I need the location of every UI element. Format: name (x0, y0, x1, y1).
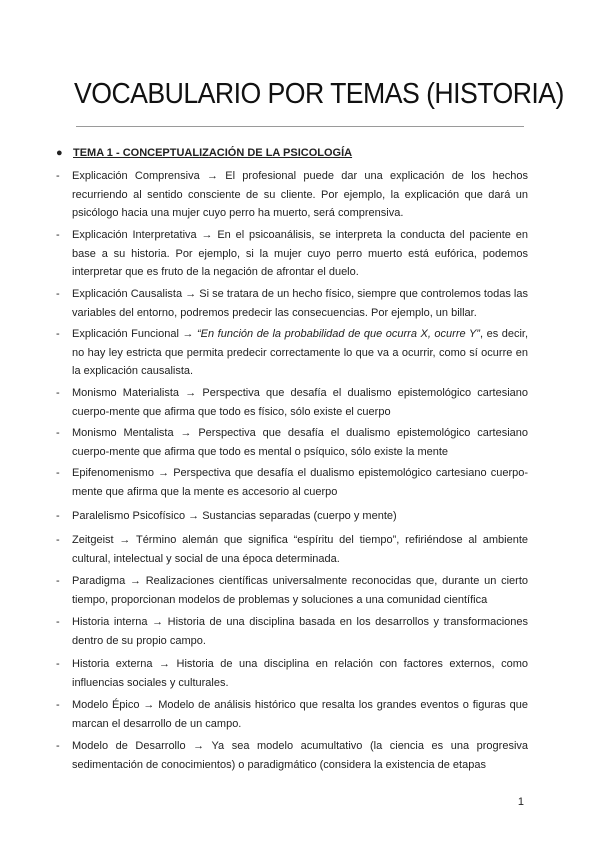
list-dash: - (56, 658, 60, 670)
entry-text (72, 737, 528, 774)
list-dash: - (56, 387, 60, 399)
entry-term: Zeitgeist (72, 534, 114, 546)
entry-text (72, 285, 528, 322)
page-number: 1 (517, 796, 524, 808)
list-dash: - (56, 510, 60, 522)
entry-definition: El profesional puede dar una explicación de los hechos recurriendo al sentido consciente de su cliente. Por ejemplo, la explicación que dará un psicólogo hacia una mujer cuyo perro ha muerto, será comprensiva. (72, 170, 528, 219)
entry-term: Historia externa (72, 658, 153, 670)
title-divider (76, 126, 524, 127)
entry-term: Modelo Épico (72, 699, 140, 711)
list-item (56, 464, 528, 501)
list-item (56, 531, 528, 568)
list-dash: - (56, 740, 60, 752)
entry-term: Paradigma (72, 575, 126, 587)
list-item (56, 167, 528, 223)
arrow-icon: → (158, 467, 170, 479)
entry-text (72, 572, 528, 609)
entry-text (72, 325, 528, 381)
entry-text (72, 424, 528, 461)
entry-definition: Perspectiva que desafía el dualismo epistemológico cartesiano cuerpo-mente que afirma que todo es físico, sólo existe el cuerpo (72, 387, 528, 418)
list-dash: - (56, 170, 60, 182)
arrow-icon: → (185, 387, 197, 399)
list-item (56, 226, 528, 282)
entry-definition: Si se tratara de un hecho físico, siempre que controlemos todas las variables del entorno, podremos predecir las consecuencias. Por ejemplo, un billar. (72, 288, 528, 319)
list-item (56, 696, 528, 733)
entry-quote: “En función de la probabilidad de que ocurra X, ocurre Y” (197, 328, 480, 340)
entry-definition: Historia de una disciplina basada en los desarrollos y transformaciones dentro de su propio campo. (72, 616, 528, 647)
list-dash: - (56, 288, 60, 300)
arrow-icon: → (193, 740, 205, 752)
arrow-icon: → (206, 170, 218, 182)
entry-definition: , es decir, no hay ley estricta que permita predecir correctamente lo que va a ocurrir, como sí ocurre en la explicación causalista. (72, 328, 529, 377)
list-item (56, 507, 528, 526)
entry-term: Epifenomenismo (72, 467, 154, 479)
arrow-icon: → (182, 328, 194, 340)
entry-term: Explicación Causalista (72, 288, 183, 300)
entry-term: Paralelismo Psicofísico (72, 510, 186, 522)
list-item (56, 384, 528, 421)
entry-definition: Modelo de análisis histórico que resalta los grandes eventos o figuras que marcan el desarrollo de un campo. (72, 699, 528, 730)
topic-heading (56, 147, 352, 159)
list-dash: - (56, 427, 60, 439)
entry-text (72, 613, 528, 650)
arrow-icon: → (119, 534, 131, 546)
arrow-icon: → (180, 427, 192, 439)
list-dash: - (56, 616, 60, 628)
document-title: VOCABULARIO POR TEMAS (HISTORIA) (74, 78, 564, 110)
entry-text (72, 655, 528, 692)
entry-definition: Término alemán que significa “espíritu del tiempo”, refiriéndose al ambiente cultural, intelectual y social de una época determinada. (72, 534, 528, 565)
arrow-icon: → (129, 575, 141, 587)
arrow-icon: → (159, 658, 170, 670)
list-item (56, 572, 528, 609)
entry-term: Monismo Materialista (72, 387, 180, 399)
entry-term: Monismo Mentalista (72, 427, 174, 439)
list-dash: - (56, 699, 60, 711)
list-item (56, 613, 528, 650)
entry-definition: Historia de una disciplina en relación con factores externos, como influencias sociales y culturales. (72, 658, 528, 689)
list-dash: - (56, 229, 60, 241)
arrow-icon: → (201, 229, 213, 241)
list-dash: - (56, 467, 60, 479)
entry-text (72, 384, 528, 421)
entry-text (72, 696, 528, 733)
entry-text (72, 531, 528, 568)
entry-term: Historia interna (72, 616, 148, 628)
entry-term: Modelo de Desarrollo (72, 740, 186, 752)
entry-text (72, 167, 528, 223)
list-item (56, 737, 528, 774)
list-item (56, 285, 528, 322)
arrow-icon: → (188, 510, 200, 522)
arrow-icon: → (143, 699, 155, 711)
entry-definition: Realizaciones científicas universalmente reconocidas que, durante un cierto tiempo, proporcionan modelos de problemas y soluciones a una comunidad científica (72, 575, 529, 606)
arrow-icon: → (152, 616, 164, 628)
entry-definition: En el psicoanálisis, se interpreta la conducta del paciente en base a su historia. Por ejemplo, si la mujer cuyo perro muerto está eufórica, podemos interpretar que es fruto de la negación de afrontar el duelo. (72, 229, 528, 278)
entry-text (72, 507, 528, 526)
entry-definition: Sustancias separadas (cuerpo y mente) (202, 510, 397, 522)
entry-definition: Perspectiva que desafía el dualismo epistemológico cartesiano cuerpo-mente que afirma que la mente es accesorio al cuerpo (72, 467, 529, 498)
bullet-icon: ● (56, 147, 63, 159)
list-dash: - (56, 575, 60, 587)
entry-text (72, 464, 528, 501)
topic-label: TEMA 1 - CONCEPTUALIZACIÓN DE LA PSICOLOGÍA (73, 147, 353, 159)
entry-term: Explicación Comprensiva (72, 170, 200, 182)
list-item (56, 325, 528, 381)
entry-text (72, 226, 528, 282)
arrow-icon: → (185, 288, 197, 300)
list-dash: - (56, 328, 60, 340)
entry-definition: Perspectiva que desafía el dualismo epistemológico cartesiano cuerpo-mente que afirma que todo es mental o psíquico, sólo existe la mente (72, 427, 529, 458)
entry-term: Explicación Funcional (72, 328, 179, 340)
list-dash: - (56, 534, 60, 546)
list-item (56, 655, 528, 692)
entry-definition: Ya sea modelo acumultativo (la ciencia es una progresiva sedimentación de conocimientos) o paradigmático (considera la existencia de etapas (72, 740, 529, 771)
list-item (56, 424, 528, 461)
entry-term: Explicación Interpretativa (72, 229, 197, 241)
